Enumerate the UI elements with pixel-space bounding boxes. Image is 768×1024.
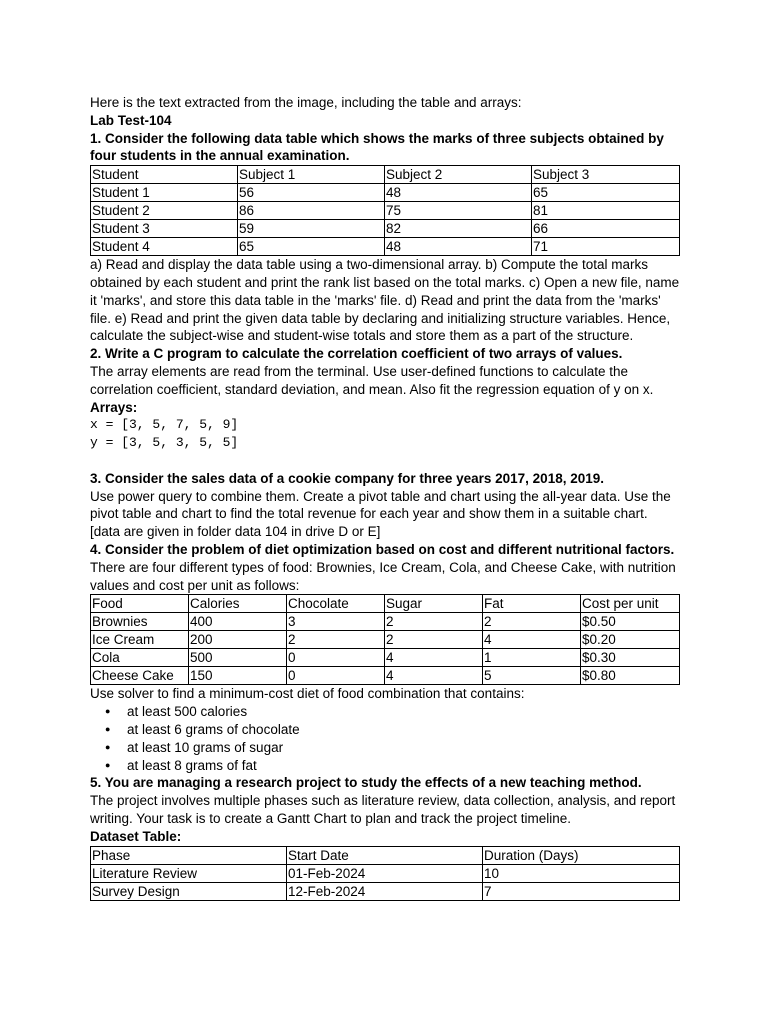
table-cell: 400 [189,613,287,631]
header-cell: Start Date [287,846,483,864]
table-cell: 82 [385,220,532,238]
header-cell: Phase [91,846,287,864]
q1-body: a) Read and display the data table using a two-dimensional array. b) Compute the total marks obtained by each student and print the rank list based on the total marks. c) Open a new file, name it 'marks', and store this data table in the 'marks' file. d) Read and print the data from the 'marks' file. e) Read and print the given data table by declaring and initializing structure variables. Hence, calculate the subject-wise and student-wise totals and store them as a part of the structure. [90,257,680,344]
table-cell: 65 [238,238,385,256]
table-cell: Student 1 [91,184,238,202]
table-cell: 200 [189,631,287,649]
document-page [90,94,680,901]
q4-body: There are four different types of food: Brownies, Ice Cream, Cola, and Cheese Cake, with nutrition values and cost per unit as follows: [90,559,676,593]
table-header-row [91,166,680,184]
table-cell: 01-Feb-2024 [287,864,483,882]
table-cell: Ice Cream [91,631,189,649]
table-cell: 66 [532,220,680,238]
table-cell: $0.30 [581,649,680,667]
q2-heading: 2. Write a C program to calculate the correlation coefficient of two arrays of values. [90,346,623,362]
intro-text: Here is the text extracted from the image, including the table and arrays: [90,95,522,110]
table-cell: 500 [189,649,287,667]
q5-heading: 5. You are managing a research project to study the effects of a new teaching method. [90,775,642,791]
table-cell: 75 [385,202,532,220]
list-item: ● at least 10 grams of sugar [127,739,680,757]
table-cell: 4 [385,667,483,685]
table-row [91,667,680,685]
table-row [91,238,680,256]
table-header-row [91,846,680,864]
table-cell: $0.50 [581,613,680,631]
list-item: ● at least 8 grams of fat [127,757,680,775]
table-row [91,864,680,882]
q5-body: The project involves multiple phases such as literature review, data collection, analysis, and report writing. Your task is to create a Gantt Chart to plan and track the project timeline. [90,793,676,826]
list-item: ● at least 500 calories [127,703,680,721]
table-cell: 48 [385,238,532,256]
table-cell: 10 [483,864,680,882]
table-cell: 48 [385,184,532,202]
table-cell: 7 [483,882,680,900]
table-row [91,631,680,649]
table-row [91,613,680,631]
table-row [91,882,680,900]
spacer [90,452,680,470]
gantt-dataset-table [90,846,680,901]
table-cell: $0.20 [581,631,680,649]
header-cell: Chocolate [287,595,385,613]
table-cell: Cheese Cake [91,667,189,685]
table-cell: 2 [287,631,385,649]
q4-heading: 4. Consider the problem of diet optimization based on cost and different nutritional factors. [90,541,675,557]
table-cell: 4 [483,631,581,649]
table-cell: Student 4 [91,238,238,256]
header-cell: Fat [483,595,581,613]
table-cell: $0.80 [581,667,680,685]
document-title: Lab Test-104 [90,112,172,128]
table-cell: 12-Feb-2024 [287,882,483,900]
table-row [91,220,680,238]
table-cell: 5 [483,667,581,685]
header-cell: Subject 3 [532,166,680,184]
table-row [91,649,680,667]
list-item: ● at least 6 grams of chocolate [127,721,680,739]
table-header-row [91,595,680,613]
table-cell: 2 [385,631,483,649]
table-cell: Cola [91,649,189,667]
marks-table [90,165,680,256]
table-row [91,202,680,220]
header-cell: Student [91,166,238,184]
table-cell: 150 [189,667,287,685]
array-x: x = [3, 5, 7, 5, 9] [90,417,239,433]
header-cell: Calories [189,595,287,613]
table-cell: Student 2 [91,202,238,220]
q1-heading: 1. Consider the following data table which shows the marks of three subjects obtained by four students in the annual examination. [90,130,664,164]
q3-body: Use power query to combine them. Create a pivot table and chart using the all-year data. Use the pivot table and chart to find the total revenue for each year and show them in a suitable chart. [data are given in folder data 104 in drive D or E] [90,488,671,540]
table-cell: 59 [238,220,385,238]
table-cell: 2 [385,613,483,631]
table-cell: 4 [385,649,483,667]
arrays-label: Arrays: [90,399,138,415]
array-y: y = [3, 5, 3, 5, 5] [90,435,239,451]
table-cell: Student 3 [91,220,238,238]
table-cell: 56 [238,184,385,202]
table-cell: 0 [287,649,385,667]
table-cell: 0 [287,667,385,685]
table-cell: 65 [532,184,680,202]
table-cell: Literature Review [91,864,287,882]
q2-body: The array elements are read from the terminal. Use user-defined functions to calculate the correlation coefficient, standard deviation, and mean. Also fit the regression equation of y on x. [90,363,654,397]
header-cell: Cost per unit [581,595,680,613]
header-cell: Subject 2 [385,166,532,184]
dataset-label: Dataset Table: [90,828,182,844]
table-cell: 3 [287,613,385,631]
table-cell: 2 [483,613,581,631]
q3-heading: 3. Consider the sales data of a cookie company for three years 2017, 2018, 2019. [90,470,604,486]
diet-table [90,594,680,685]
table-cell: Brownies [91,613,189,631]
table-cell: 71 [532,238,680,256]
header-cell: Food [91,595,189,613]
header-cell: Sugar [385,595,483,613]
solver-text: Use solver to find a minimum-cost diet of food combination that contains: [90,686,525,702]
table-cell: 81 [532,202,680,220]
table-cell: Survey Design [91,882,287,900]
table-cell: 86 [238,202,385,220]
header-cell: Duration (Days) [483,846,680,864]
constraint-list [90,703,680,774]
header-cell: Subject 1 [238,166,385,184]
table-row [91,184,680,202]
table-cell: 1 [483,649,581,667]
